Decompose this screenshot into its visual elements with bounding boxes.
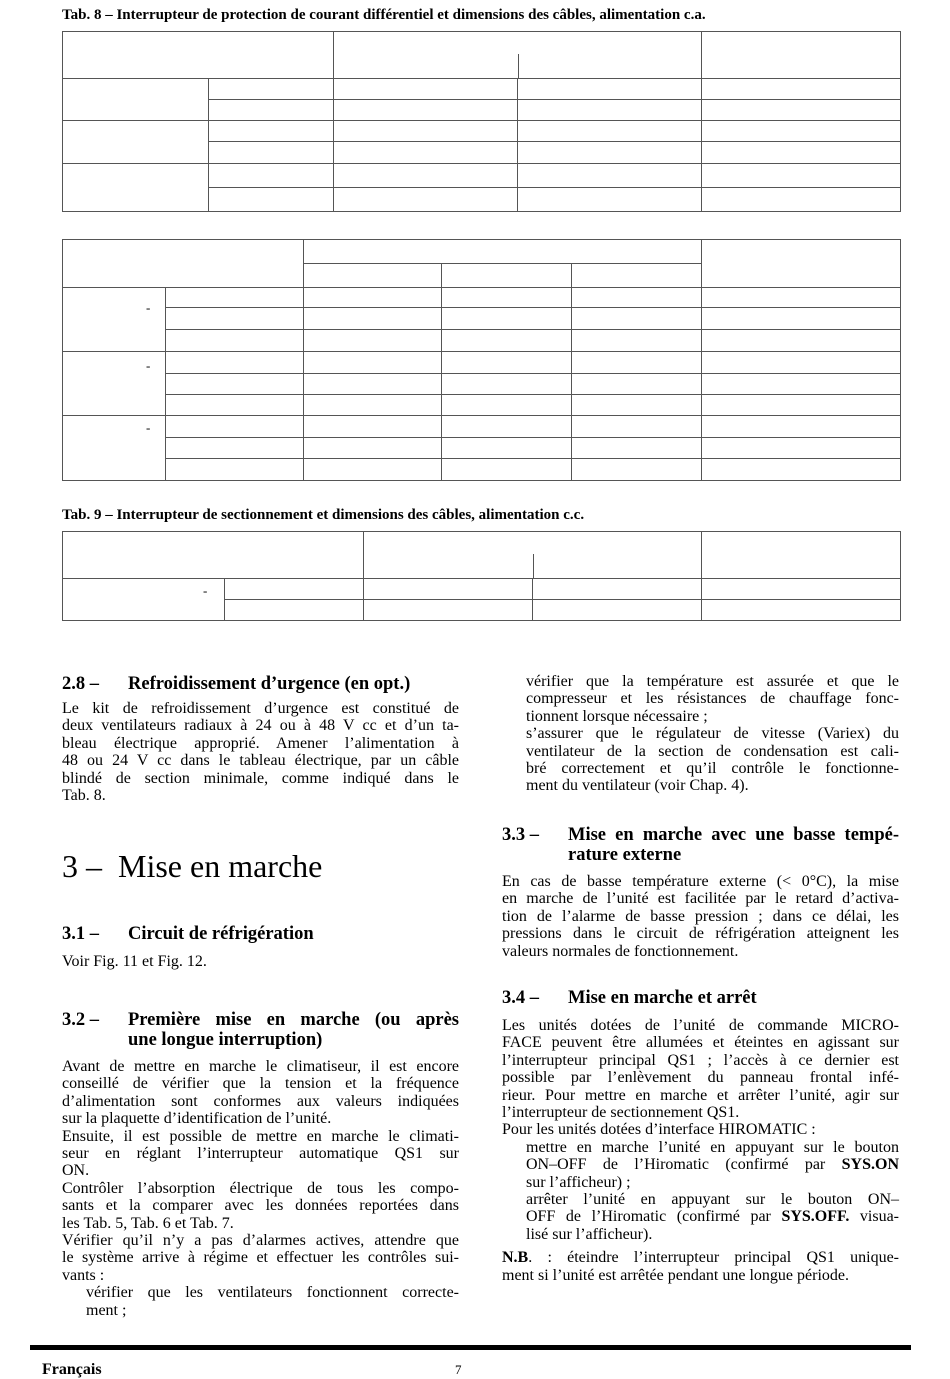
footer-rule [30, 1345, 911, 1350]
section-3-3-body: En cas de basse température externe (< 0°C), la mise en marche de l’unité est facilitée par le retard d’activa- tion de l’alarme de basse pression ; dans ce délai, les pressions dans le circuit de réfrigération atteignent les valeurs normales de fonctionnement. [502, 873, 899, 960]
tab8-upper-table [62, 31, 901, 212]
bullet-item: vérifier que les ventilateurs fonctionnent correcte- [86, 1284, 459, 1302]
section-3-2-body: Avant de mettre en marche le climatiseur, il est encore conseillé de vérifier que la tension et la fréquence d’alimentation sont conformes aux valeurs indiquées sur la plaquette d’identification de l’unité. Ensuite, il est possible de mettre en marche le climati- seur en réglant l’interrupteur automatique QS1 sur ON. Contrôler l’absorption électrique de tous les compo- sants et la comparer avec les données reportées dans les Tab. 5, Tab. 6 et Tab. 7. Vérifier qu’il n’y a pas d’alarmes actives, attendre que le système arrive à régime et effectuer les contrôles sui- vants : vérifier que les ventilateurs fonctionnent correcte- ment ; [62, 1058, 459, 1319]
section-3-4-body: Les unités dotées de l’unité de commande MICRO- FACE peuvent être allumées et éteintes en agissant sur l’interrupteur principal QS1 ; l’accès à ce dernier est possible par l’enlèvement du panneau frontal infé- rieur. Pour mettre en marche et arrêter l’unité, agir sur l’interrupteur de sectionnement QS1. Pour les unités dotées d’interface HIROMATIC : mettre en marche l’unité en appuyant sur le bouton ON–OFF de l’Hiromatic (confirmé par SYS.ON sur l’afficheur) ; arrêter l’unité en appuyant sur le bouton ON– OFF de l’Hiromatic (confirmé par SYS.OFF. visua- lisé sur l’afficheur). N.B. : éteindre l’interrupteur principal QS1 unique- ment si l’unité est arrêtée pendant une longue période. [502, 1017, 899, 1284]
section-3-2-heading: 3.2 – Première mise en marche (ou après une longue interruption) [62, 1010, 459, 1050]
tab8-caption: Tab. 8 – Interrupteur de protection de courant différentiel et dimensions des câbles, alimentation c.a. [62, 7, 706, 23]
section-title: Refroidissement d’urgence (en opt.) [128, 674, 411, 694]
footer-language: Français [42, 1361, 102, 1378]
section-3-2-continued: vérifier que la température est assurée et que le compresseur et les résistances de chauffage fonc- tionnent lorsque nécessaire ; s’assurer que le régulateur de vitesse (Variex) du ventilateur de la section de condensation est cali- bré correctement et qu’il contrôle le fonctionne- ment du ventilateur (voir Chap. 4). [502, 673, 899, 795]
bullet-item: vérifier que la température est assurée et que le [526, 673, 899, 690]
tab9-table [62, 531, 901, 621]
chapter-title: Mise en marche [118, 848, 323, 884]
dash-mark: - [146, 420, 151, 435]
bullet-item: s’assurer que le régulateur de vitesse (Variex) du [526, 725, 899, 743]
chapter-3-heading [62, 848, 462, 884]
dash-mark: - [146, 300, 151, 315]
chapter-number: 3 – [62, 848, 102, 884]
section-2-8-body: Le kit de refroidissement d’urgence est constitué de deux ventilateurs radiaux à 24 ou à 48 V cc et d’un ta- bleau électrique approprié. Amener l’alimentation à 48 ou 24 V cc dans le tableau électrique, par un câble blindé de section minimale, comme indiqué dans le Tab. 8. [62, 700, 459, 805]
dash-mark: - [146, 358, 151, 373]
dash-mark: - [203, 583, 208, 598]
section-3-3-heading: 3.3 – Mise en marche avec une basse tempé- rature externe [502, 825, 899, 865]
bullet-item: mettre en marche l’unité en appuyant sur le bouton [526, 1138, 899, 1156]
section-number: 2.8 – [62, 674, 99, 694]
section-3-4-heading: 3.4 – Mise en marche et arrêt [502, 988, 757, 1008]
section-2-8-heading [62, 674, 462, 696]
tab9-caption: Tab. 9 – Interrupteur de sectionnement et dimensions des câbles, alimentation c.c. [62, 507, 585, 523]
tab8-lower-table [62, 239, 901, 481]
section-3-1-body: Voir Fig. 11 et Fig. 12. [62, 953, 207, 970]
page-number: 7 [455, 1362, 462, 1377]
section-3-1-heading: 3.1 – Circuit de réfrigération [62, 924, 314, 944]
nb-note: N.B. : éteindre l’interrupteur principal QS1 unique- [502, 1249, 899, 1267]
bullet-item: arrêter l’unité en appuyant sur le bouton ON– [526, 1191, 899, 1209]
